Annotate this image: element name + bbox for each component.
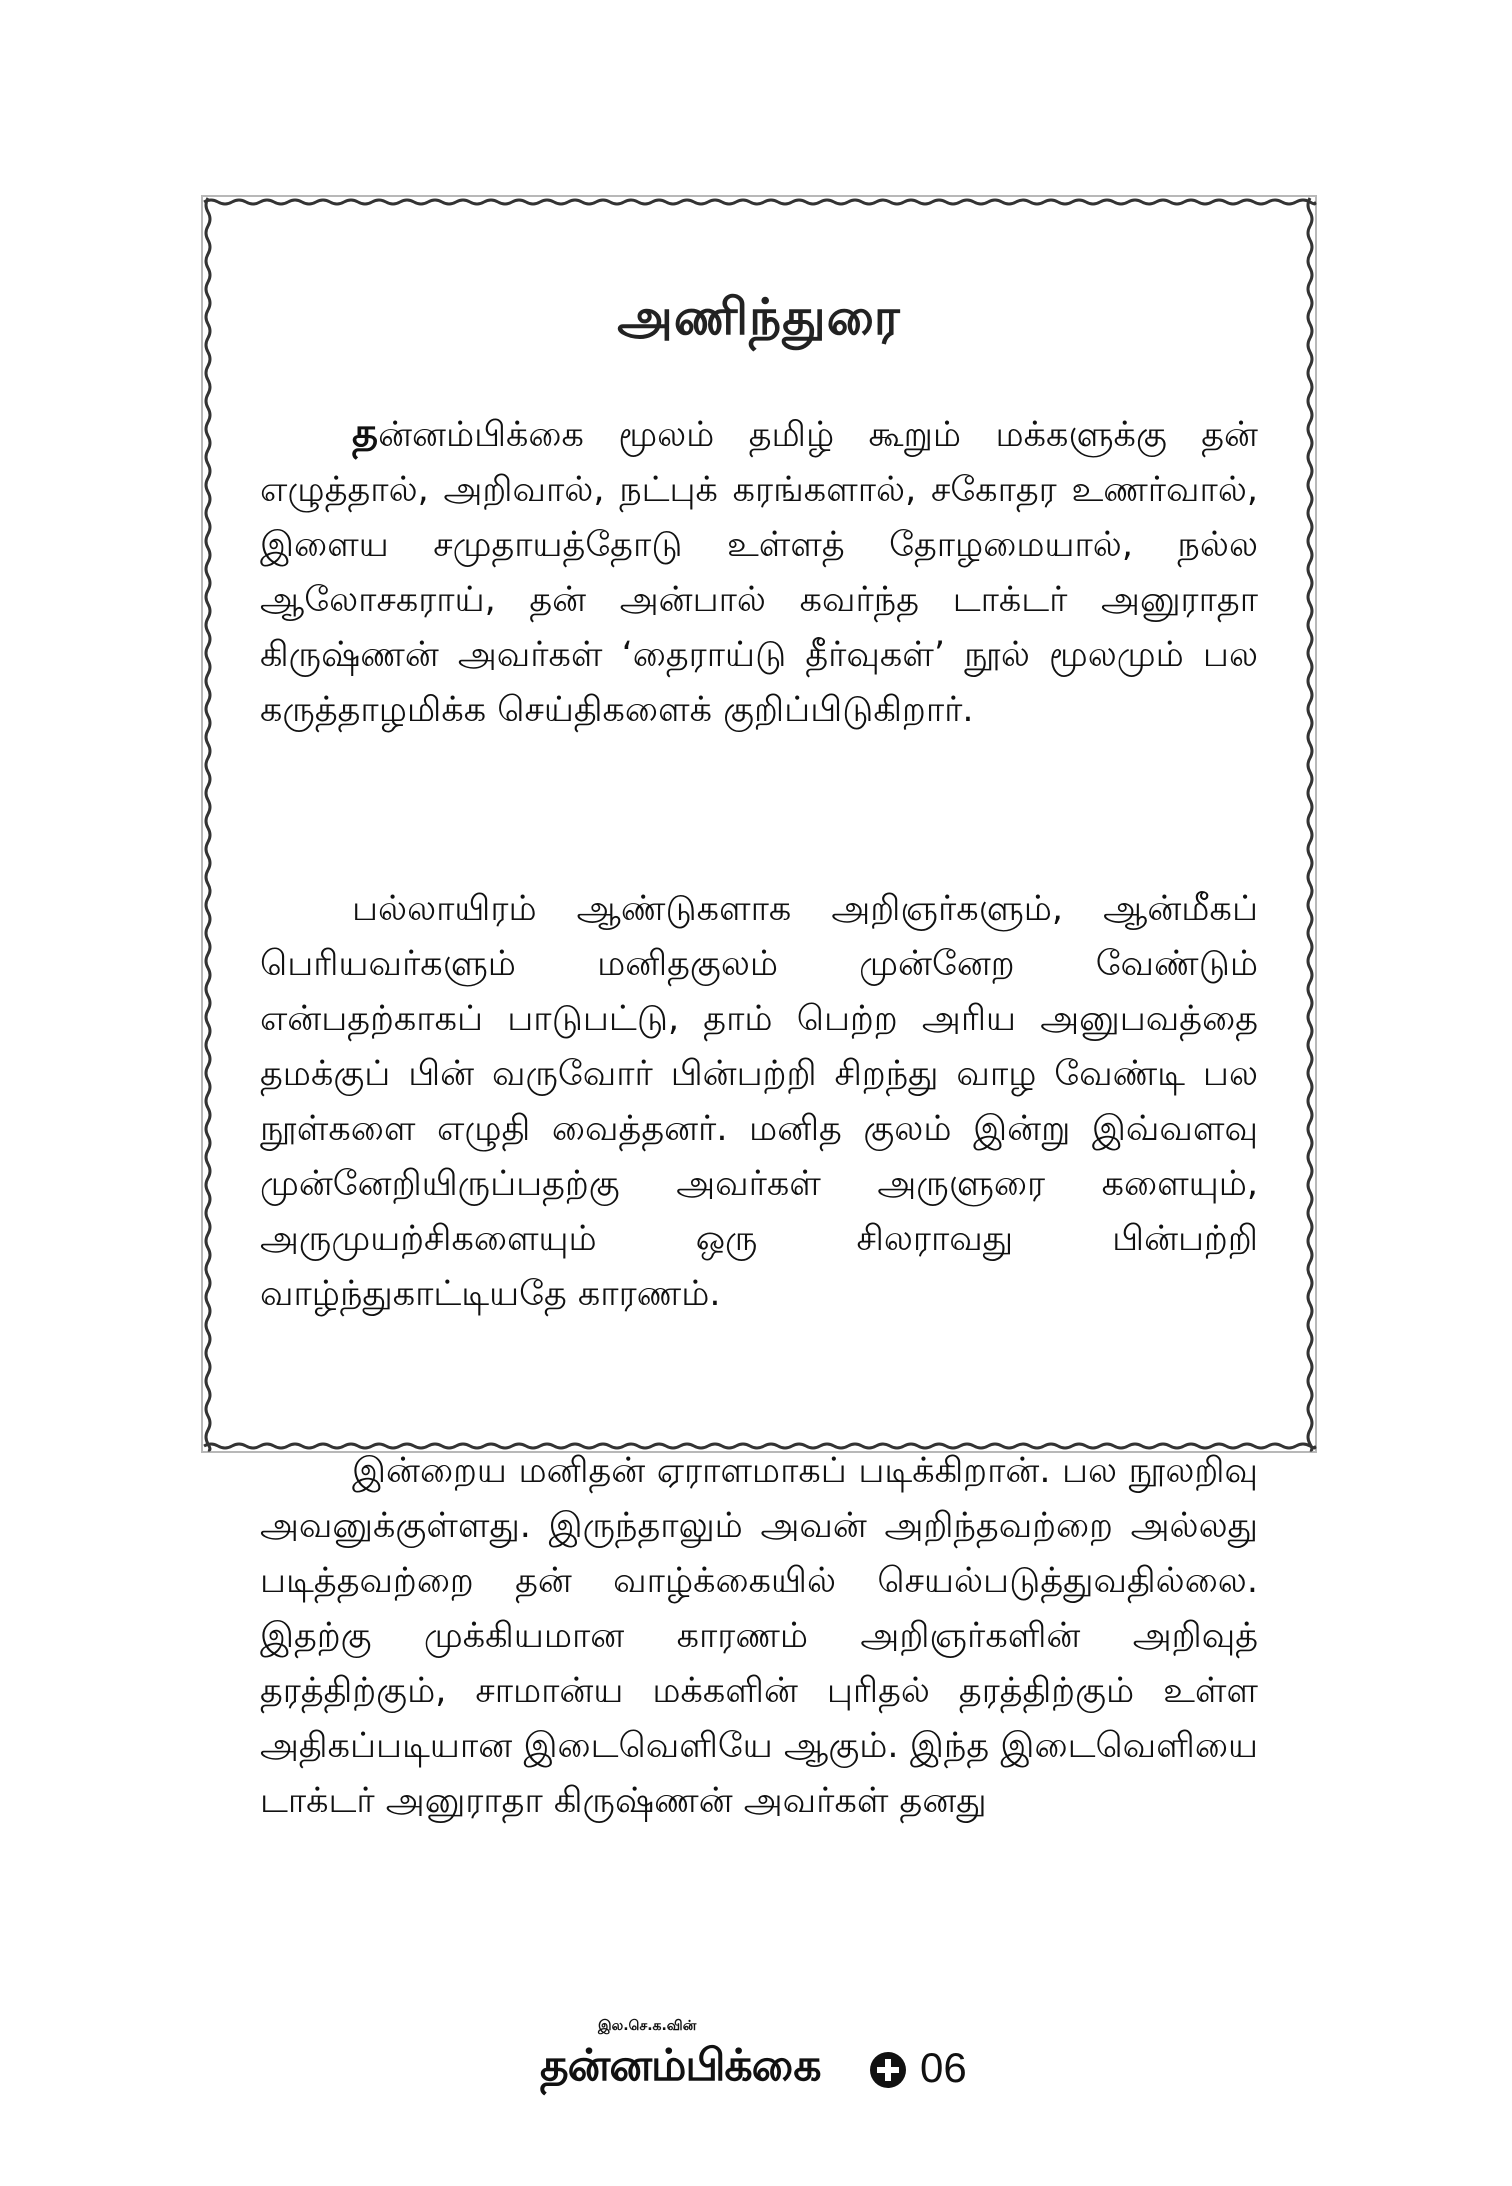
page-title: அணிந்துரை (617, 288, 901, 346)
plus-circle-icon (868, 2050, 908, 2090)
paragraph-2: பல்லாயிரம் ஆண்டுகளாக அறிஞர்களும், ஆன்மீகப் பெரியவர்களும் மனிதகுலம் முன்னேற வேண்டும் என்பதற்காகப் பாடுபட்டு, தாம் பெற்ற அரிய அனுபவத்தை தமக்குப் பின் வருவோர் பின்பற்றி சிறந்து வாழ வேண்டி பல நூள்களை எழுதி வைத்தனர். மனித குலம் இன்று இவ்வளவு முன்னேறியிருப்பதற்கு அவர்கள் அருளுரை களையும், அருமுயற்சிகளையும் ஒரு சிலராவது பின்பற்றி வாழ்ந்துகாட்டியதே காரணம். (260, 889, 1258, 1314)
paragraph-3: இன்றைய மனிதன் ஏராளமாகப் படிக்கிறான். பல நூலறிவு அவனுக்குள்ளது. இருந்தாலும் அவன் அறிந்தவற்றை அல்லது படித்தவற்றை தன் வாழ்க்கையில் செயல்படுத்துவதில்லை. இதற்கு முக்கியமான காரணம் அறிஞர்களின் அறிவுத் தரத்திற்கும், சாமான்ய மக்களின் புரிதல் தரத்திற்கும் உள்ள அதிகப்படியான இடைவெளியே ஆகும். இந்த இடைவெளியை டாக்டர் அனுராதா கிருஷ்ணன் அவர்கள் தனது (260, 1451, 1258, 1821)
page-frame (196, 190, 1322, 1821)
page-number: 06 (920, 2044, 967, 2091)
drop-cap: த (352, 410, 379, 456)
paragraph-1-text: ன்னம்பிக்கை மூலம் தமிழ் கூறும் மக்களுக்கு தன் எழுத்தால், அறிவால், நட்புக் கரங்களால், சகோதர உணர்வால், இளைய சமுதாயத்தோடு உள்ளத் தோழமையால், நல்ல ஆலோசகராய், தன் அன்பால் கவர்ந்த டாக்டர் அனுராதா கிருஷ்ணன் அவர்கள் ‘தைராய்டு தீர்வுகள்’ நூல் மூலமும் பல கருத்தாழமிக்க செய்திகளைக் குறிப்பிடுகிறார். (260, 415, 1258, 730)
page-footer (0, 2018, 1512, 2108)
footer-book-title: தன்னம்பிக்கை (540, 2040, 821, 2091)
footer-author: இல.செ.க.வின் (598, 2018, 697, 2034)
paragraph-1 (260, 406, 1258, 738)
